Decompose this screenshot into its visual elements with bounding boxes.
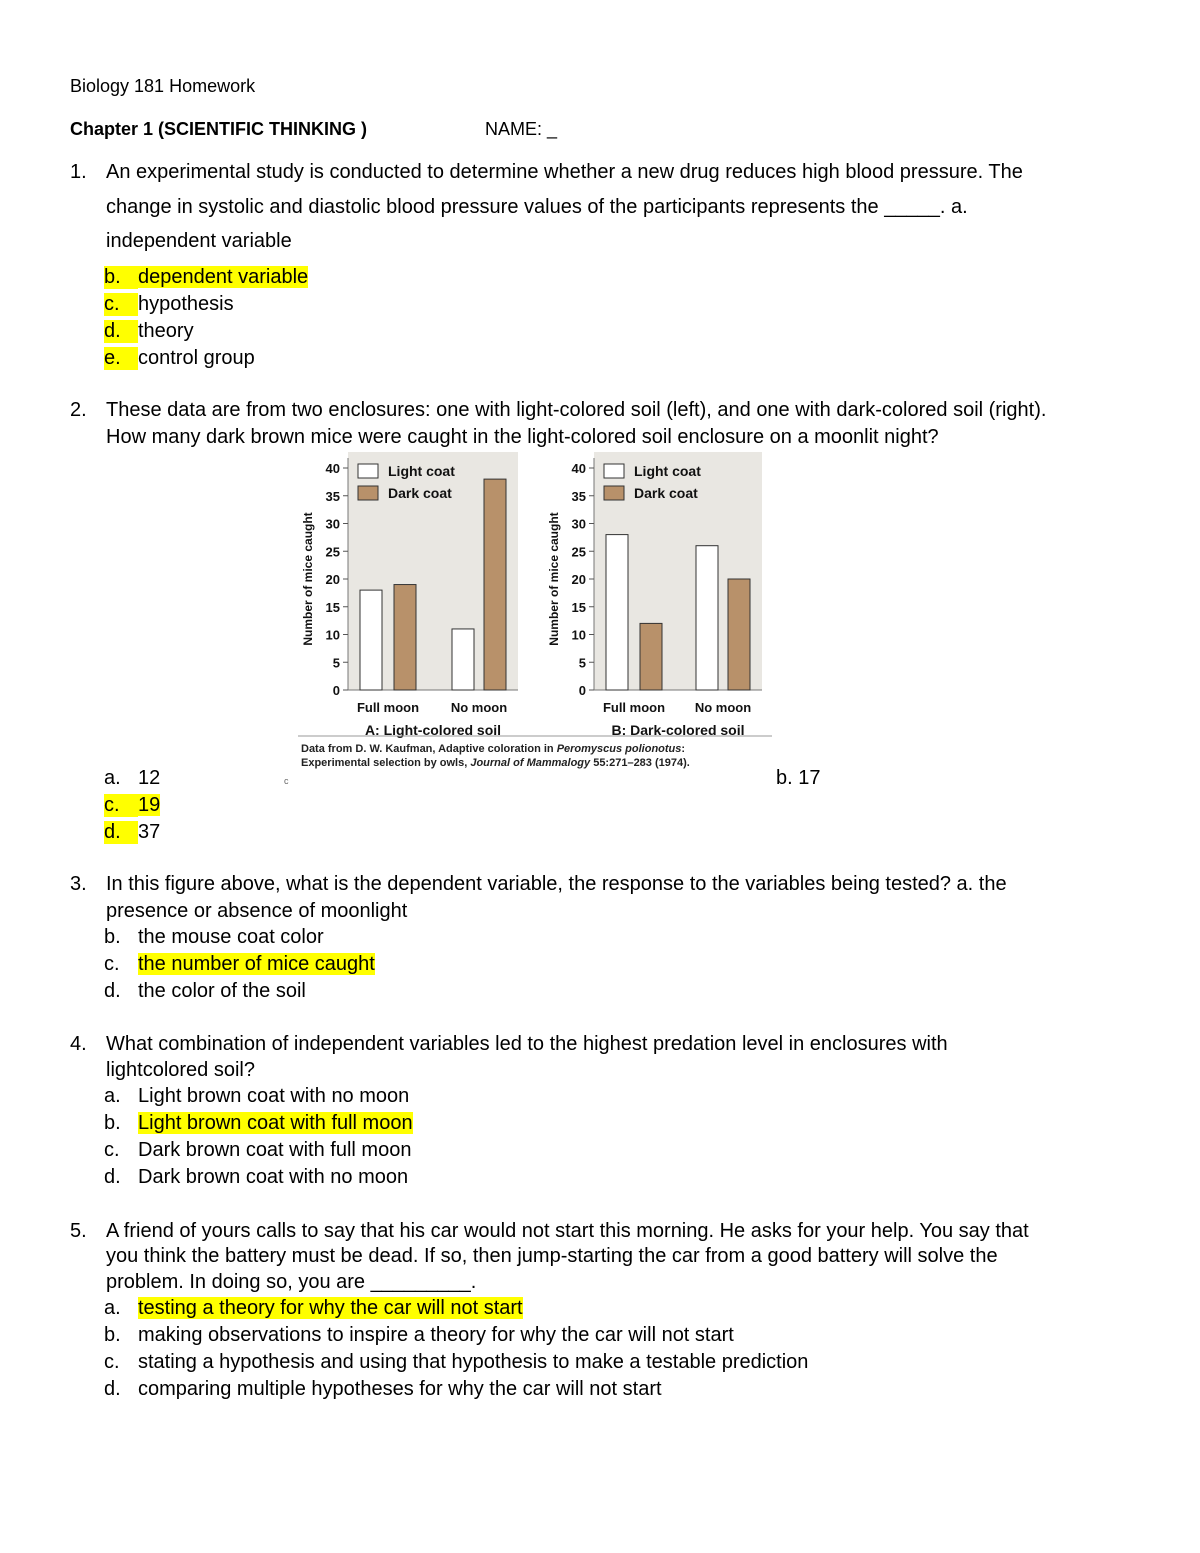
question-2-line-1: These data are from two enclosures: one with light-colored soil (left), and one with dark-colored soil (right). — [106, 399, 1047, 421]
question-3-line-2: presence or absence of moonlight — [106, 900, 408, 922]
chapter-heading: Chapter 1 (SCIENTIFIC THINKING ) — [70, 119, 368, 139]
source-colon: : — [681, 743, 686, 755]
source-journal: Journal of Mammalogy — [470, 757, 591, 769]
option-text: 17 — [798, 767, 821, 789]
y-tick-label: 10 — [571, 627, 586, 643]
option-text: making observations to inspire a theory for why the car will not start — [138, 1324, 734, 1346]
y-tick-label: 15 — [325, 599, 340, 615]
y-tick-label: 40 — [571, 461, 586, 476]
question-number: 1. — [70, 161, 87, 183]
bar-charts — [296, 450, 776, 775]
option-text: theory — [138, 320, 194, 342]
option-letter: c. — [104, 1351, 120, 1373]
option-text: 12 — [138, 767, 161, 789]
legend-label: Light coat — [634, 463, 701, 479]
x-tick-label: No moon — [694, 700, 752, 715]
option-text: stating a hypothesis and using that hypothesis to make a testable prediction — [138, 1351, 809, 1373]
answer-option — [104, 1139, 411, 1162]
option-letter: b. — [104, 266, 138, 289]
question-number: 3. — [70, 873, 87, 895]
option-text: testing a theory for why the car will not start — [138, 1297, 523, 1319]
x-tick-label: Full moon — [602, 700, 666, 715]
option-letter: d. — [104, 320, 138, 343]
bar — [394, 585, 416, 690]
option-text: hypothesis — [138, 293, 234, 315]
answer-option — [104, 1297, 523, 1320]
legend-label: Light coat — [388, 463, 455, 479]
option-letter: d. — [104, 980, 121, 1002]
question-number: 5. — [70, 1220, 87, 1242]
bar — [696, 546, 718, 690]
question-4-line-2: lightcolored soil? — [106, 1059, 255, 1081]
y-axis-label: Number of mice caught — [547, 512, 561, 646]
x-tick-label: No moon — [450, 700, 508, 715]
x-tick-label: Full moon — [356, 700, 420, 715]
option-letter: d. — [104, 1166, 121, 1188]
option-letter: a. — [104, 1085, 121, 1107]
answer-option — [104, 320, 194, 343]
bar — [484, 479, 506, 690]
option-text: the color of the soil — [138, 980, 306, 1002]
y-tick-label: 30 — [571, 516, 586, 532]
y-tick-label: 40 — [325, 461, 340, 476]
y-axis-label: Number of mice caught — [301, 512, 315, 646]
option-text: 37 — [138, 821, 161, 843]
question-1-line-2: change in systolic and diastolic blood pressure values of the participants represents the _____. a. — [106, 196, 968, 218]
option-text: the mouse coat color — [138, 926, 324, 948]
option-letter: a. — [104, 1297, 121, 1319]
option-letter: a. — [104, 767, 121, 789]
answer-option — [104, 1166, 408, 1189]
chart-title: B: Dark-colored soil — [611, 722, 745, 738]
option-letter: e. — [104, 347, 138, 370]
y-tick-label: 20 — [325, 572, 340, 587]
answer-option — [104, 821, 160, 844]
option-letter: b. — [104, 926, 121, 948]
y-tick-label: 0 — [578, 683, 586, 698]
legend-swatch — [604, 486, 624, 500]
answer-option — [104, 767, 160, 790]
source-citation: 55:271–283 (1974). — [590, 757, 690, 769]
option-letter: c. — [104, 293, 138, 316]
option-letter: b. — [104, 1324, 121, 1346]
option-letter: b. — [776, 767, 793, 789]
bar — [452, 629, 474, 690]
option-text: Dark brown coat with no moon — [138, 1166, 409, 1188]
name-field-label: NAME: _ — [485, 119, 558, 139]
y-tick-label: 5 — [578, 655, 586, 671]
source-species: Peromyscus polionotus — [556, 743, 682, 755]
bar — [728, 579, 750, 690]
legend-swatch — [358, 486, 378, 500]
y-tick-label: 0 — [332, 683, 340, 698]
question-3-line-1: In this figure above, what is the dependent variable, the response to the variables being tested? a. the — [106, 873, 1007, 895]
legend-label: Dark coat — [388, 485, 452, 501]
question-number: 2. — [70, 399, 87, 421]
option-text: Light brown coat with full moon — [138, 1112, 413, 1134]
answer-option — [104, 794, 160, 817]
y-tick-label: 20 — [571, 572, 586, 587]
question-4-line-1: What combination of independent variables led to the highest predation level in enclosures with — [106, 1033, 948, 1055]
question-5-line-2: you think the battery must be dead. If so, then jump-starting the car from a good battery will solve the — [106, 1245, 998, 1267]
option-letter: d. — [104, 821, 138, 844]
figure-mouse-predation — [296, 450, 776, 775]
y-tick-label: 25 — [325, 544, 340, 560]
question-1-line-1: An experimental study is conducted to determine whether a new drug reduces high blood pressure. The — [106, 161, 1023, 183]
option-text: dependent variable — [138, 266, 309, 288]
answer-option — [104, 1351, 808, 1374]
answer-option — [104, 1378, 662, 1401]
document-title: Biology 181 Homework — [70, 76, 256, 96]
option-text: the number of mice caught — [138, 953, 375, 975]
option-text: control group — [138, 347, 255, 369]
question-5-line-3: problem. In doing so, you are _________. — [106, 1271, 477, 1293]
y-tick-label: 10 — [325, 627, 340, 643]
option-text: comparing multiple hypotheses for why the car will not start — [138, 1378, 662, 1400]
option-letter: c. — [104, 794, 138, 817]
answer-option — [104, 293, 234, 316]
answer-option — [104, 266, 308, 289]
stray-mark: c — [284, 776, 289, 786]
legend-label: Dark coat — [634, 485, 698, 501]
source-text: Experimental selection by owls, — [301, 757, 471, 769]
answer-option — [104, 1112, 413, 1135]
answer-option — [104, 347, 255, 370]
bar — [606, 535, 628, 690]
option-letter: d. — [104, 1378, 121, 1400]
y-tick-label: 35 — [571, 488, 586, 504]
option-text: 19 — [138, 794, 161, 816]
legend-swatch — [358, 464, 378, 478]
y-tick-label: 5 — [332, 655, 340, 671]
option-text: Light brown coat with no moon — [138, 1085, 410, 1107]
answer-option — [104, 953, 375, 976]
y-tick-label: 15 — [571, 599, 586, 615]
question-2-line-2: How many dark brown mice were caught in the light-colored soil enclosure on a moonlit night? — [106, 426, 939, 448]
y-tick-label: 35 — [325, 488, 340, 504]
bar — [640, 623, 662, 690]
bar — [360, 590, 382, 690]
option-text: Dark brown coat with full moon — [138, 1139, 412, 1161]
question-5-line-1: A friend of yours calls to say that his car would not start this morning. He asks for your help. You say that — [106, 1220, 1029, 1242]
chart-title: A: Light-colored soil — [364, 722, 502, 738]
answer-option — [104, 926, 324, 949]
answer-option — [104, 1324, 734, 1347]
question-1-line-3: independent variable — [106, 230, 292, 252]
y-tick-label: 25 — [571, 544, 586, 560]
answer-option — [776, 767, 821, 790]
option-letter: c. — [104, 953, 120, 975]
figure-source-note — [301, 742, 690, 770]
y-tick-label: 30 — [325, 516, 340, 532]
question-number: 4. — [70, 1033, 87, 1055]
source-text: Data from D. W. Kaufman, Adaptive coloration in — [301, 743, 557, 755]
answer-option — [104, 980, 306, 1003]
answer-option — [104, 1085, 409, 1108]
legend-swatch — [604, 464, 624, 478]
option-letter: c. — [104, 1139, 120, 1161]
option-letter: b. — [104, 1112, 121, 1134]
